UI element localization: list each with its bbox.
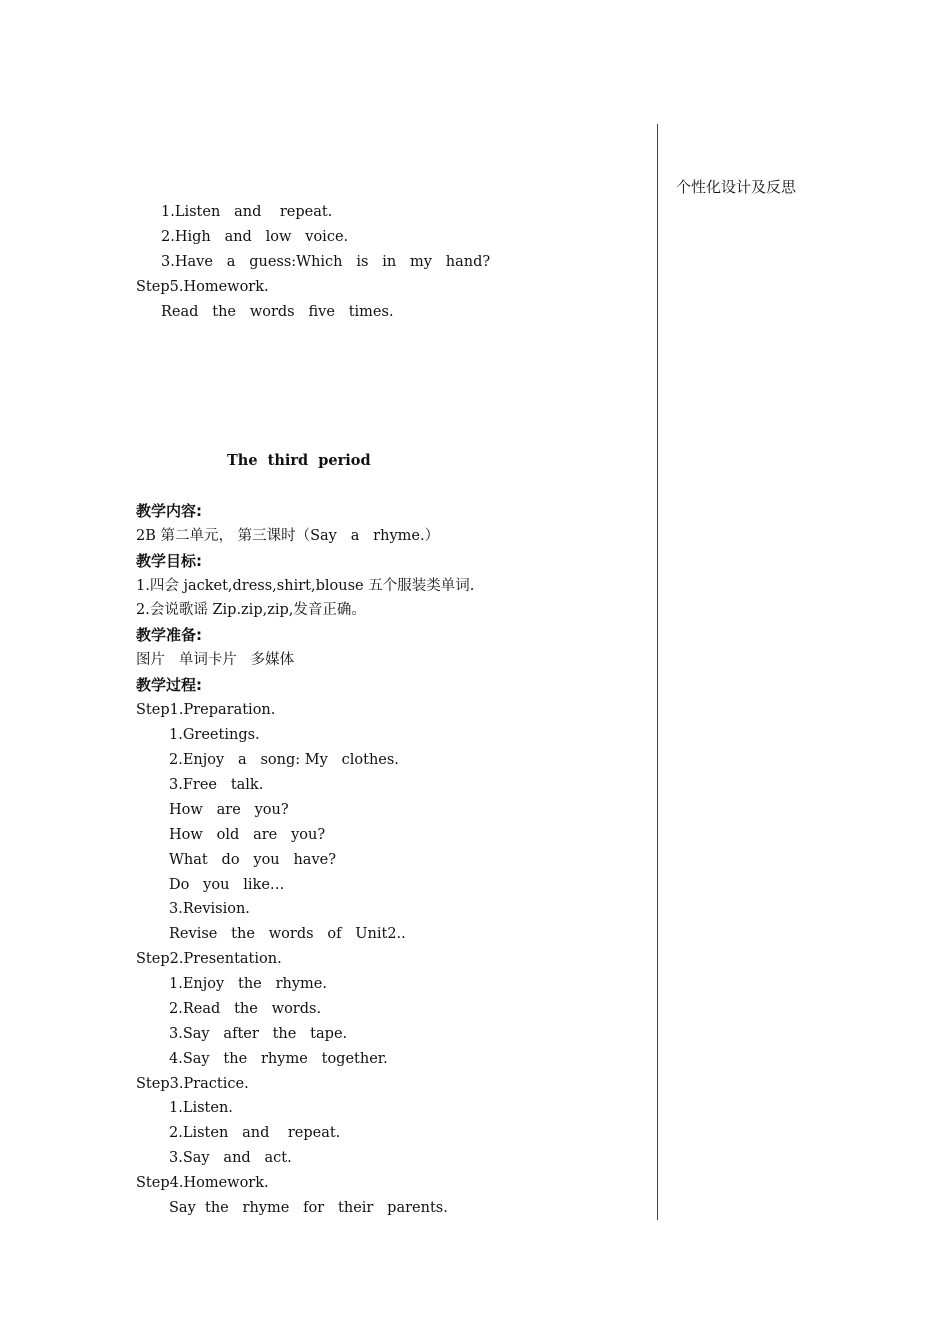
process-line: How are you? — [169, 802, 289, 818]
goal-2: 2.会说歌谣 Zip.zip,zip,发音正确。 — [136, 602, 366, 618]
process-line: What do you have? — [169, 852, 336, 868]
top-line-1: 1.Listen and repeat. — [161, 204, 333, 220]
process-line: Do you like… — [169, 877, 285, 893]
goals-heading: 教学目标: — [136, 552, 202, 570]
side-column-title: 个性化设计及反思 — [676, 178, 797, 196]
content-text: 2B 第二单元， 第三课时（Say a rhyme.） — [136, 528, 440, 544]
process-line: 1.Greetings. — [169, 727, 260, 743]
process-line: 1.Enjoy the rhyme. — [169, 976, 327, 992]
prep-heading: 教学准备: — [136, 626, 202, 644]
process-line: 3.Free talk. — [169, 777, 264, 793]
process-line: How old are you? — [169, 827, 326, 843]
process-line: 3.Revision. — [169, 901, 250, 917]
process-heading: 教学过程: — [136, 676, 202, 694]
process-line: 3.Say after the tape. — [169, 1026, 348, 1042]
top-line-2: 2.High and low voice. — [161, 229, 349, 245]
process-line: 1.Listen. — [169, 1100, 233, 1116]
process-line: Say the rhyme for their parents. — [169, 1200, 448, 1216]
process-line: 2.Enjoy a song: My clothes. — [169, 752, 399, 768]
top-line-5: Read the words five times. — [161, 304, 394, 320]
process-line: 4.Say the rhyme together. — [169, 1051, 388, 1067]
process-line: Step4.Homework. — [136, 1175, 269, 1191]
top-line-3: 3.Have a guess:Which is in my hand? — [161, 254, 491, 270]
process-line: 3.Say and act. — [169, 1150, 292, 1166]
process-line: Step1.Preparation. — [136, 702, 276, 718]
process-line: Step2.Presentation. — [136, 951, 282, 967]
process-line: 2.Read the words. — [169, 1001, 322, 1017]
process-line: 2.Listen and repeat. — [169, 1125, 341, 1141]
period-title: The third period — [227, 452, 371, 469]
goal-1: 1.四会 jacket,dress,shirt,blouse 五个服装类单词. — [136, 578, 475, 594]
content-heading: 教学内容: — [136, 502, 202, 520]
top-line-4: Step5.Homework. — [136, 279, 269, 295]
process-line: Step3.Practice. — [136, 1076, 249, 1092]
column-divider — [657, 124, 658, 1220]
process-line: Revise the words of Unit2.. — [169, 926, 406, 942]
prep-text: 图片 单词卡片 多媒体 — [136, 652, 295, 668]
